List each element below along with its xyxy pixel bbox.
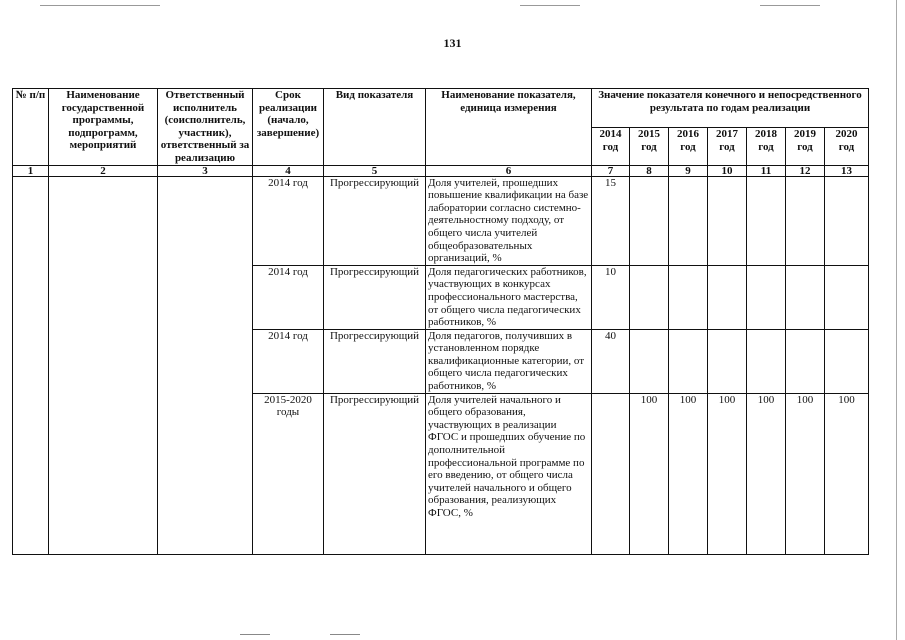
top-scan-rule [40,5,160,6]
cell-indicator-name: Доля педагогов, получивших в установленном порядке квалификационные категории, от общего числа педагогических работников, % [426,329,592,393]
cell-value: 100 [669,393,708,554]
cell-value [669,176,708,265]
cell-value: 100 [708,393,747,554]
cell-value [786,176,825,265]
page-number: 131 [443,36,462,50]
cell-indicator-name: Доля учителей начального и общего образования, участвующих в реализации ФГОС и прошедших обучение по дополнительной профессиональной программе по его введению, от общего числа учителей начального и общего образования, реализующих ФГОС, % [426,393,592,554]
cell-value [630,176,669,265]
header-year: 2014 год [592,128,630,166]
header-year: 2015 год [630,128,669,166]
header-term: Срок реализации (начало, завершение) [253,89,324,166]
bottom-scan-rule [330,634,360,635]
cell-value: 10 [592,265,630,329]
indicator-table [12,88,869,555]
cell-value [669,329,708,393]
cell-term: 2014 год [253,176,324,265]
cell-term: 2014 год [253,265,324,329]
cell-indicator-type: Прогрессирующий [324,393,426,554]
cell-value: 15 [592,176,630,265]
header-indicator-name: Наименование показателя, единица измерения [426,89,592,166]
header-program: Наименование государственной программы, подпрограмм, мероприятий [49,89,158,166]
header-indicator-type: Вид показателя [324,89,426,166]
cell-indicator-type: Прогрессирующий [324,329,426,393]
column-number: 9 [669,165,708,176]
cell-value [708,265,747,329]
column-number: 8 [630,165,669,176]
cell-value: 100 [825,393,869,554]
column-number: 4 [253,165,324,176]
header-row [13,89,869,128]
column-number: 3 [158,165,253,176]
column-number: 2 [49,165,158,176]
cell-value [825,176,869,265]
cell-value [630,265,669,329]
cell-indicator-type: Прогрессирующий [324,265,426,329]
cell-program-empty [49,176,158,554]
cell-value: 100 [747,393,786,554]
header-year: 2018 год [747,128,786,166]
table-row [13,176,869,265]
cell-executor-empty [158,176,253,554]
top-scan-rule [520,5,580,6]
column-number: 12 [786,165,825,176]
cell-value [786,265,825,329]
cell-no-empty [13,176,49,554]
cell-value [669,265,708,329]
cell-value [825,329,869,393]
cell-value [592,393,630,554]
cell-value [747,265,786,329]
cell-value [825,265,869,329]
column-number: 13 [825,165,869,176]
cell-indicator-name: Доля учителей, прошедших повышение квалификации на базе лаборатории согласно системно-деятельностному подходу, от общего числа учителей общеобразовательных организаций, % [426,176,592,265]
cell-value [630,329,669,393]
cell-indicator-name: Доля педагогических работников, участвующих в конкурсах профессионального мастерства, от общего числа педагогических работников, % [426,265,592,329]
bottom-scan-rule [240,634,270,635]
cell-term: 2014 год [253,329,324,393]
header-executor: Ответственный исполнитель (соисполнитель, участник), ответственный за реализацию [158,89,253,166]
column-numbers-row [13,165,869,176]
cell-term: 2015-2020 годы [253,393,324,554]
cell-value [747,176,786,265]
top-scan-rule [760,5,820,6]
column-number: 1 [13,165,49,176]
column-number: 11 [747,165,786,176]
cell-value: 40 [592,329,630,393]
header-no: № п/п [13,89,49,166]
header-year: 2016 год [669,128,708,166]
cell-value: 100 [786,393,825,554]
column-number: 10 [708,165,747,176]
column-number: 6 [426,165,592,176]
header-values-group: Значение показателя конечного и непосредственного результата по годам реализации [592,89,869,128]
cell-value [747,329,786,393]
cell-value [708,176,747,265]
column-number: 5 [324,165,426,176]
cell-value: 100 [630,393,669,554]
header-year: 2019 год [786,128,825,166]
page-edge-rule [896,0,897,640]
cell-indicator-type: Прогрессирующий [324,176,426,265]
header-year: 2020 год [825,128,869,166]
cell-value [708,329,747,393]
cell-value [786,329,825,393]
column-number: 7 [592,165,630,176]
header-year: 2017 год [708,128,747,166]
